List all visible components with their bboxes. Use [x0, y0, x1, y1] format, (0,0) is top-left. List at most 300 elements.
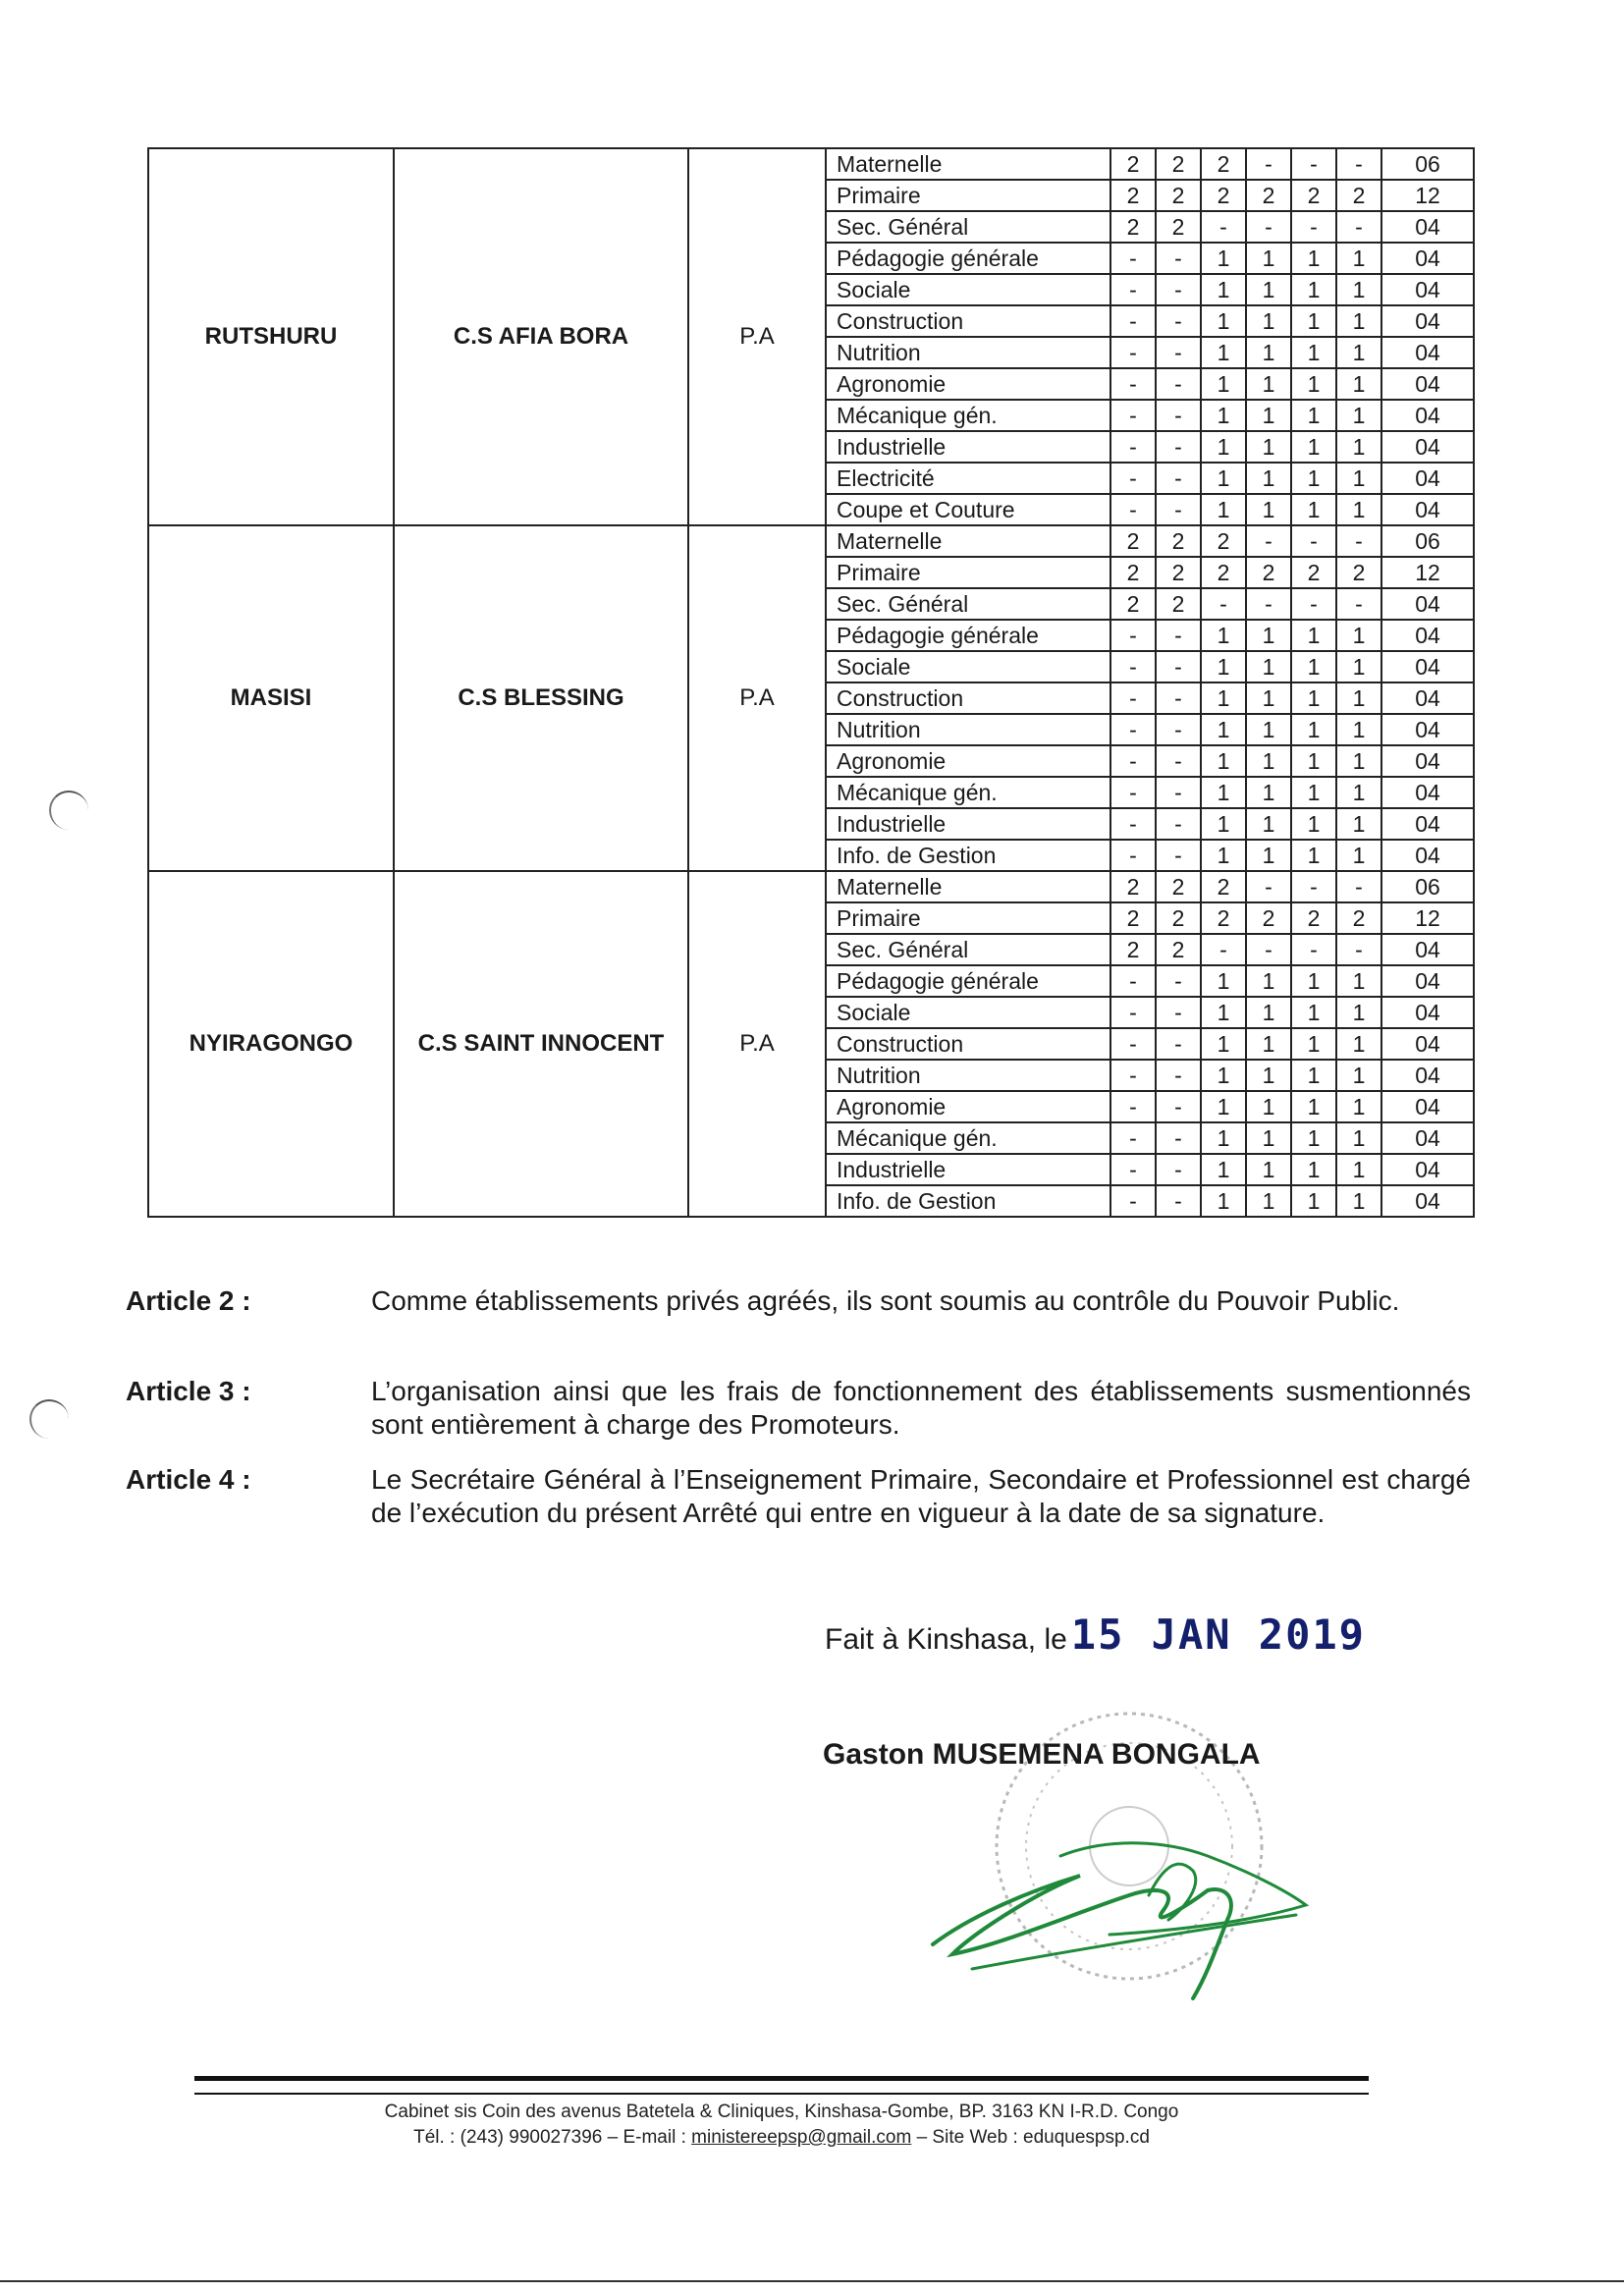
- class-count-cell: 1: [1291, 305, 1336, 337]
- total-cell: 04: [1381, 1060, 1474, 1091]
- total-cell: 04: [1381, 1154, 1474, 1185]
- category-cell: P.A: [688, 871, 826, 1217]
- option-cell: Agronomie: [826, 1091, 1110, 1122]
- class-count-cell: -: [1156, 1185, 1201, 1217]
- class-count-cell: 1: [1336, 1028, 1381, 1060]
- class-count-cell: -: [1291, 525, 1336, 557]
- class-count-cell: 2: [1201, 557, 1246, 588]
- class-count-cell: 1: [1201, 274, 1246, 305]
- class-count-cell: -: [1156, 305, 1201, 337]
- class-count-cell: 2: [1336, 557, 1381, 588]
- class-count-cell: 1: [1336, 1091, 1381, 1122]
- option-cell: Primaire: [826, 902, 1110, 934]
- total-cell: 04: [1381, 463, 1474, 494]
- class-count-cell: -: [1156, 368, 1201, 400]
- total-cell: 06: [1381, 525, 1474, 557]
- class-count-cell: -: [1336, 148, 1381, 180]
- class-count-cell: -: [1110, 243, 1156, 274]
- class-count-cell: 1: [1291, 714, 1336, 745]
- school-cell: C.S SAINT INNOCENT: [394, 871, 688, 1217]
- class-count-cell: 1: [1246, 400, 1291, 431]
- class-count-cell: 2: [1246, 557, 1291, 588]
- total-cell: 12: [1381, 902, 1474, 934]
- class-count-cell: 1: [1246, 1091, 1291, 1122]
- class-count-cell: 1: [1246, 1122, 1291, 1154]
- class-count-cell: -: [1110, 1122, 1156, 1154]
- class-count-cell: 1: [1246, 368, 1291, 400]
- option-cell: Primaire: [826, 557, 1110, 588]
- class-count-cell: -: [1110, 463, 1156, 494]
- class-count-cell: -: [1156, 745, 1201, 777]
- total-cell: 04: [1381, 305, 1474, 337]
- footer-address: Cabinet sis Coin des avenus Batetela & Cliniques, Kinshasa-Gombe, BP. 3163 KN I-R.D. Congo: [384, 2102, 1179, 2122]
- class-count-cell: -: [1156, 463, 1201, 494]
- class-count-cell: 1: [1246, 620, 1291, 651]
- option-cell: Nutrition: [826, 1060, 1110, 1091]
- class-count-cell: 1: [1201, 494, 1246, 525]
- signatory-name: Gaston MUSEMENA BONGALA: [823, 1738, 1261, 1771]
- option-cell: Sociale: [826, 997, 1110, 1028]
- class-count-cell: -: [1110, 1154, 1156, 1185]
- class-count-cell: -: [1246, 871, 1291, 902]
- place-text: Fait à Kinshasa, le: [825, 1623, 1067, 1656]
- class-count-cell: 1: [1291, 651, 1336, 682]
- class-count-cell: 1: [1336, 745, 1381, 777]
- class-count-cell: -: [1110, 1091, 1156, 1122]
- class-count-cell: -: [1110, 1028, 1156, 1060]
- option-cell: Pédagogie générale: [826, 243, 1110, 274]
- class-count-cell: 1: [1201, 997, 1246, 1028]
- class-count-cell: -: [1201, 934, 1246, 965]
- class-count-cell: 2: [1110, 525, 1156, 557]
- footer-website: – Site Web : eduquespsp.cd: [911, 2127, 1150, 2148]
- total-cell: 12: [1381, 557, 1474, 588]
- footer-contact: [194, 2127, 1369, 2149]
- class-count-cell: 1: [1201, 243, 1246, 274]
- class-count-cell: 2: [1110, 871, 1156, 902]
- class-count-cell: 1: [1201, 1185, 1246, 1217]
- school-cell: C.S BLESSING: [394, 525, 688, 871]
- category-cell: P.A: [688, 148, 826, 525]
- class-count-cell: 1: [1246, 243, 1291, 274]
- option-cell: Mécanique gén.: [826, 400, 1110, 431]
- class-count-cell: 1: [1201, 620, 1246, 651]
- class-count-cell: -: [1156, 682, 1201, 714]
- class-count-cell: 1: [1291, 808, 1336, 840]
- table-row: [148, 148, 1474, 180]
- class-count-cell: 1: [1246, 1185, 1291, 1217]
- punch-hole-mark: [49, 791, 88, 830]
- class-count-cell: -: [1110, 400, 1156, 431]
- class-count-cell: -: [1246, 934, 1291, 965]
- option-cell: Nutrition: [826, 714, 1110, 745]
- class-count-cell: -: [1156, 1122, 1201, 1154]
- class-count-cell: 1: [1246, 494, 1291, 525]
- total-cell: 06: [1381, 871, 1474, 902]
- total-cell: 04: [1381, 1122, 1474, 1154]
- option-cell: Construction: [826, 682, 1110, 714]
- footer-email[interactable]: ministereepsp@gmail.com: [691, 2127, 912, 2148]
- class-count-cell: -: [1336, 871, 1381, 902]
- class-count-cell: 1: [1336, 400, 1381, 431]
- class-count-cell: 1: [1336, 243, 1381, 274]
- class-count-cell: 2: [1201, 902, 1246, 934]
- class-count-cell: -: [1110, 682, 1156, 714]
- class-count-cell: -: [1156, 1091, 1201, 1122]
- place-and-date: [825, 1611, 1366, 1659]
- class-count-cell: 1: [1291, 1122, 1336, 1154]
- class-count-cell: 1: [1336, 840, 1381, 871]
- total-cell: 04: [1381, 494, 1474, 525]
- class-count-cell: -: [1110, 997, 1156, 1028]
- option-cell: Pédagogie générale: [826, 620, 1110, 651]
- class-count-cell: 1: [1201, 1154, 1246, 1185]
- class-count-cell: -: [1110, 808, 1156, 840]
- class-count-cell: 1: [1246, 745, 1291, 777]
- class-count-cell: -: [1156, 1028, 1201, 1060]
- class-count-cell: 1: [1336, 463, 1381, 494]
- footer-rule: [194, 2076, 1369, 2095]
- class-count-cell: -: [1336, 525, 1381, 557]
- option-cell: Sec. Général: [826, 588, 1110, 620]
- class-count-cell: 1: [1246, 965, 1291, 997]
- class-count-cell: -: [1110, 777, 1156, 808]
- class-count-cell: 1: [1336, 682, 1381, 714]
- class-count-cell: 1: [1291, 1091, 1336, 1122]
- class-count-cell: -: [1246, 211, 1291, 243]
- class-count-cell: 2: [1110, 902, 1156, 934]
- class-count-cell: 2: [1156, 180, 1201, 211]
- class-count-cell: -: [1110, 305, 1156, 337]
- total-cell: 12: [1381, 180, 1474, 211]
- class-count-cell: 1: [1201, 305, 1246, 337]
- class-count-cell: 1: [1336, 651, 1381, 682]
- class-count-cell: 1: [1336, 337, 1381, 368]
- class-count-cell: 1: [1246, 1028, 1291, 1060]
- class-count-cell: 1: [1201, 1060, 1246, 1091]
- option-cell: Info. de Gestion: [826, 1185, 1110, 1217]
- territory-cell: NYIRAGONGO: [148, 871, 394, 1217]
- class-count-cell: 2: [1156, 211, 1201, 243]
- class-count-cell: 2: [1201, 525, 1246, 557]
- class-count-cell: 2: [1156, 148, 1201, 180]
- option-cell: Industrielle: [826, 808, 1110, 840]
- class-count-cell: -: [1156, 965, 1201, 997]
- class-count-cell: -: [1336, 588, 1381, 620]
- class-count-cell: -: [1110, 1060, 1156, 1091]
- class-count-cell: 1: [1246, 997, 1291, 1028]
- class-count-cell: -: [1291, 871, 1336, 902]
- class-count-cell: 1: [1291, 400, 1336, 431]
- class-count-cell: 2: [1156, 934, 1201, 965]
- class-count-cell: 1: [1336, 1122, 1381, 1154]
- class-count-cell: 1: [1336, 997, 1381, 1028]
- class-count-cell: 1: [1336, 274, 1381, 305]
- class-count-cell: -: [1110, 368, 1156, 400]
- class-count-cell: 2: [1291, 180, 1336, 211]
- class-count-cell: 1: [1201, 965, 1246, 997]
- class-count-cell: -: [1110, 714, 1156, 745]
- total-cell: 04: [1381, 651, 1474, 682]
- table-row: [148, 871, 1474, 902]
- class-count-cell: 1: [1246, 1154, 1291, 1185]
- category-cell: P.A: [688, 525, 826, 871]
- class-count-cell: 1: [1336, 1154, 1381, 1185]
- class-count-cell: 2: [1110, 557, 1156, 588]
- total-cell: 04: [1381, 274, 1474, 305]
- option-cell: Maternelle: [826, 525, 1110, 557]
- class-count-cell: 2: [1201, 148, 1246, 180]
- class-count-cell: 1: [1201, 337, 1246, 368]
- class-count-cell: 1: [1291, 494, 1336, 525]
- article-label: Article 3 :: [126, 1376, 251, 1406]
- total-cell: 04: [1381, 777, 1474, 808]
- total-cell: 04: [1381, 1028, 1474, 1060]
- class-count-cell: 1: [1201, 463, 1246, 494]
- class-count-cell: 2: [1110, 934, 1156, 965]
- option-cell: Electricité: [826, 463, 1110, 494]
- class-count-cell: 1: [1246, 714, 1291, 745]
- class-count-cell: -: [1156, 1154, 1201, 1185]
- option-cell: Nutrition: [826, 337, 1110, 368]
- class-count-cell: 1: [1336, 1185, 1381, 1217]
- class-count-cell: 1: [1336, 714, 1381, 745]
- class-count-cell: 1: [1336, 368, 1381, 400]
- total-cell: 06: [1381, 148, 1474, 180]
- class-count-cell: 1: [1201, 808, 1246, 840]
- class-count-cell: -: [1110, 651, 1156, 682]
- class-count-cell: 1: [1246, 1060, 1291, 1091]
- territory-cell: RUTSHURU: [148, 148, 394, 525]
- class-count-cell: 1: [1336, 808, 1381, 840]
- class-count-cell: -: [1156, 243, 1201, 274]
- total-cell: 04: [1381, 211, 1474, 243]
- class-count-cell: 1: [1246, 463, 1291, 494]
- class-count-cell: 1: [1201, 745, 1246, 777]
- class-count-cell: 1: [1291, 368, 1336, 400]
- class-count-cell: -: [1156, 808, 1201, 840]
- total-cell: 04: [1381, 1091, 1474, 1122]
- class-count-cell: 1: [1291, 997, 1336, 1028]
- class-count-cell: 1: [1336, 965, 1381, 997]
- total-cell: 04: [1381, 965, 1474, 997]
- option-cell: Construction: [826, 305, 1110, 337]
- class-count-cell: -: [1156, 274, 1201, 305]
- table-row: [148, 525, 1474, 557]
- class-count-cell: 1: [1201, 840, 1246, 871]
- option-cell: Coupe et Couture: [826, 494, 1110, 525]
- article-text: Comme établissements privés agréés, ils sont soumis au contrôle du Pouvoir Public.: [371, 1285, 1400, 1316]
- class-count-cell: 1: [1291, 1185, 1336, 1217]
- total-cell: 04: [1381, 243, 1474, 274]
- class-count-cell: 1: [1201, 1091, 1246, 1122]
- class-count-cell: 1: [1201, 400, 1246, 431]
- class-count-cell: 1: [1201, 714, 1246, 745]
- option-cell: Sec. Général: [826, 211, 1110, 243]
- class-count-cell: 1: [1246, 305, 1291, 337]
- handwritten-signature-icon: [913, 1797, 1326, 2023]
- class-count-cell: 2: [1110, 148, 1156, 180]
- option-cell: Info. de Gestion: [826, 840, 1110, 871]
- article-text: L’organisation ainsi que les frais de fonctionnement des établissements susmentionnés sont entièrement à charge des Promoteurs.: [371, 1376, 1471, 1440]
- class-count-cell: -: [1110, 494, 1156, 525]
- class-count-cell: -: [1291, 934, 1336, 965]
- class-count-cell: 2: [1291, 557, 1336, 588]
- class-count-cell: 1: [1201, 777, 1246, 808]
- class-count-cell: -: [1156, 1060, 1201, 1091]
- total-cell: 04: [1381, 808, 1474, 840]
- total-cell: 04: [1381, 588, 1474, 620]
- class-count-cell: -: [1110, 1185, 1156, 1217]
- class-count-cell: 2: [1110, 211, 1156, 243]
- class-count-cell: -: [1156, 651, 1201, 682]
- class-count-cell: 1: [1246, 274, 1291, 305]
- class-count-cell: 2: [1336, 902, 1381, 934]
- class-count-cell: -: [1156, 400, 1201, 431]
- class-count-cell: 1: [1336, 777, 1381, 808]
- class-count-cell: -: [1156, 714, 1201, 745]
- option-cell: Construction: [826, 1028, 1110, 1060]
- territory-cell: MASISI: [148, 525, 394, 871]
- option-cell: Sec. Général: [826, 934, 1110, 965]
- option-cell: Agronomie: [826, 368, 1110, 400]
- class-count-cell: -: [1110, 337, 1156, 368]
- class-count-cell: -: [1156, 494, 1201, 525]
- class-count-cell: 1: [1291, 274, 1336, 305]
- article-label: Article 2 :: [126, 1285, 251, 1316]
- class-count-cell: -: [1110, 274, 1156, 305]
- class-count-cell: 2: [1246, 180, 1291, 211]
- class-count-cell: 1: [1201, 431, 1246, 463]
- class-count-cell: -: [1156, 997, 1201, 1028]
- class-count-cell: 1: [1201, 1028, 1246, 1060]
- class-count-cell: 1: [1291, 682, 1336, 714]
- option-cell: Sociale: [826, 274, 1110, 305]
- option-cell: Industrielle: [826, 431, 1110, 463]
- class-count-cell: 1: [1291, 620, 1336, 651]
- class-count-cell: -: [1156, 840, 1201, 871]
- class-count-cell: 2: [1201, 871, 1246, 902]
- school-cell: C.S AFIA BORA: [394, 148, 688, 525]
- class-count-cell: 2: [1156, 871, 1201, 902]
- class-count-cell: -: [1110, 840, 1156, 871]
- option-cell: Pédagogie générale: [826, 965, 1110, 997]
- class-count-cell: -: [1110, 965, 1156, 997]
- class-count-cell: 1: [1291, 840, 1336, 871]
- article-text: Le Secrétaire Général à l’Enseignement Primaire, Secondaire et Professionnel est chargé de l’exécution du présent Arrêté qui entre en vigueur à la date de sa signature.: [371, 1464, 1471, 1528]
- class-count-cell: 1: [1336, 620, 1381, 651]
- total-cell: 04: [1381, 620, 1474, 651]
- class-count-cell: 1: [1246, 682, 1291, 714]
- total-cell: 04: [1381, 682, 1474, 714]
- class-count-cell: 2: [1336, 180, 1381, 211]
- total-cell: 04: [1381, 714, 1474, 745]
- class-count-cell: -: [1246, 588, 1291, 620]
- class-count-cell: 1: [1291, 431, 1336, 463]
- article-label: Article 4 :: [126, 1464, 251, 1495]
- class-count-cell: -: [1291, 588, 1336, 620]
- total-cell: 04: [1381, 400, 1474, 431]
- class-count-cell: 1: [1291, 1060, 1336, 1091]
- class-count-cell: 1: [1246, 431, 1291, 463]
- page-bottom-rule: [0, 2280, 1624, 2282]
- class-count-cell: 2: [1110, 588, 1156, 620]
- class-count-cell: 1: [1291, 243, 1336, 274]
- class-count-cell: -: [1201, 588, 1246, 620]
- total-cell: 04: [1381, 997, 1474, 1028]
- total-cell: 04: [1381, 368, 1474, 400]
- class-count-cell: 1: [1246, 808, 1291, 840]
- class-count-cell: -: [1291, 148, 1336, 180]
- class-count-cell: 2: [1201, 180, 1246, 211]
- class-count-cell: 2: [1291, 902, 1336, 934]
- option-cell: Maternelle: [826, 871, 1110, 902]
- total-cell: 04: [1381, 840, 1474, 871]
- class-count-cell: 1: [1336, 431, 1381, 463]
- class-count-cell: 2: [1156, 588, 1201, 620]
- class-count-cell: -: [1156, 431, 1201, 463]
- total-cell: 04: [1381, 431, 1474, 463]
- class-count-cell: 1: [1201, 651, 1246, 682]
- class-count-cell: 1: [1291, 337, 1336, 368]
- class-count-cell: 1: [1291, 463, 1336, 494]
- class-count-cell: 2: [1156, 525, 1201, 557]
- class-count-cell: 1: [1246, 777, 1291, 808]
- option-cell: Primaire: [826, 180, 1110, 211]
- class-count-cell: -: [1156, 337, 1201, 368]
- class-count-cell: -: [1156, 620, 1201, 651]
- class-count-cell: -: [1110, 431, 1156, 463]
- punch-hole-mark: [29, 1399, 69, 1439]
- class-count-cell: 1: [1336, 494, 1381, 525]
- option-cell: Mécanique gén.: [826, 1122, 1110, 1154]
- class-count-cell: 1: [1246, 651, 1291, 682]
- class-count-cell: 2: [1246, 902, 1291, 934]
- option-cell: Maternelle: [826, 148, 1110, 180]
- class-count-cell: -: [1246, 148, 1291, 180]
- class-count-cell: 1: [1336, 1060, 1381, 1091]
- total-cell: 04: [1381, 337, 1474, 368]
- option-cell: Sociale: [826, 651, 1110, 682]
- class-count-cell: 1: [1291, 1028, 1336, 1060]
- class-count-cell: -: [1110, 745, 1156, 777]
- class-count-cell: -: [1336, 211, 1381, 243]
- class-count-cell: -: [1336, 934, 1381, 965]
- class-count-cell: 1: [1336, 305, 1381, 337]
- class-count-cell: 1: [1291, 745, 1336, 777]
- class-count-cell: 1: [1291, 1154, 1336, 1185]
- class-count-cell: 1: [1291, 777, 1336, 808]
- class-count-cell: 1: [1246, 840, 1291, 871]
- class-count-cell: 1: [1201, 368, 1246, 400]
- class-count-cell: -: [1291, 211, 1336, 243]
- option-cell: Mécanique gén.: [826, 777, 1110, 808]
- class-count-cell: -: [1156, 777, 1201, 808]
- class-count-cell: -: [1201, 211, 1246, 243]
- class-count-cell: 1: [1291, 965, 1336, 997]
- class-count-cell: 2: [1110, 180, 1156, 211]
- total-cell: 04: [1381, 745, 1474, 777]
- total-cell: 04: [1381, 934, 1474, 965]
- option-cell: Industrielle: [826, 1154, 1110, 1185]
- date-stamp: 15 JAN 2019: [1070, 1611, 1366, 1659]
- class-count-cell: 2: [1156, 557, 1201, 588]
- class-count-cell: 1: [1246, 337, 1291, 368]
- class-count-cell: -: [1246, 525, 1291, 557]
- class-count-cell: -: [1110, 620, 1156, 651]
- schools-table: [147, 147, 1475, 1218]
- footer-phone: Tél. : (243) 990027396 – E-mail :: [413, 2127, 692, 2148]
